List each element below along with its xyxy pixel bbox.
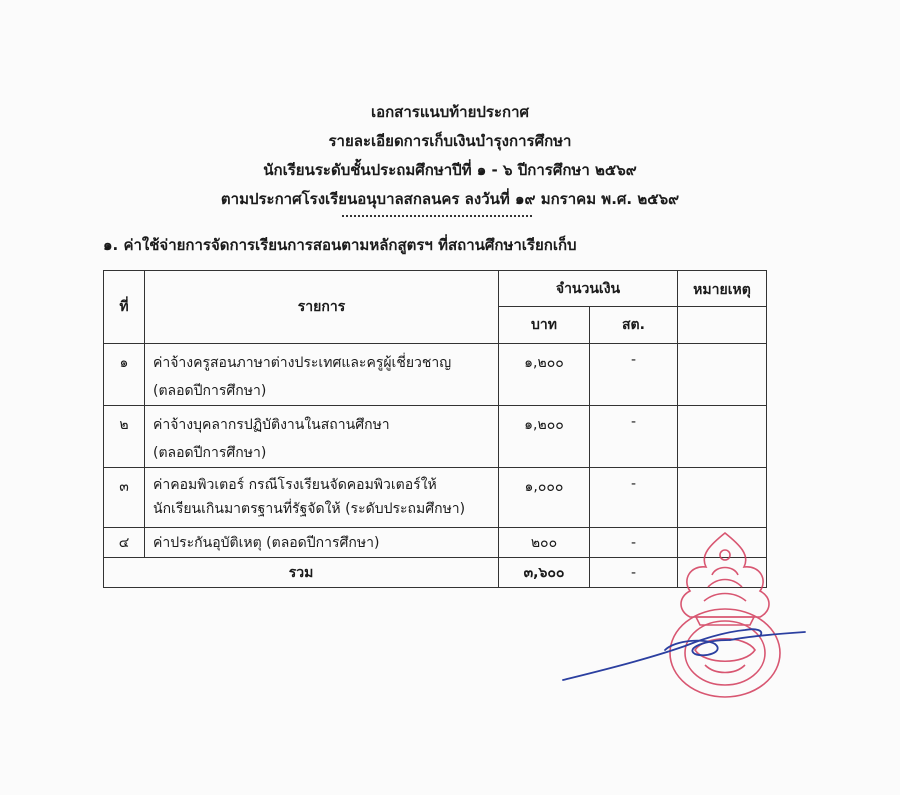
row-baht: ๑,๐๐๐ (499, 468, 590, 528)
row-item (145, 528, 499, 558)
row-number: ๑ (104, 344, 145, 406)
header-line-2: รายละเอียดการเก็บเงินบำรุงการศึกษา (328, 132, 572, 150)
row-number: ๔ (104, 528, 145, 558)
header-line-1: เอกสารแนบท้ายประกาศ (370, 103, 530, 121)
col-header-no: ที่ (104, 271, 145, 344)
total-label: รวม (104, 558, 499, 588)
row-item (145, 406, 499, 468)
row-item-line-2: นักเรียนเกินมาตรฐานที่รัฐจัดให้ (ระดับประถมศึกษา) (153, 501, 466, 517)
row-baht: ๒๐๐ (499, 528, 590, 558)
row-item-line-1: ค่าจ้างบุคลากรปฏิบัติงานในสถานศึกษา (153, 417, 390, 433)
row-baht: ๑,๒๐๐ (499, 406, 590, 468)
row-item-line-1: ค่าจ้างครูสอนภาษาต่างประเทศและครูผู้เชี่ยวชาญ (153, 355, 452, 371)
header-line-4: ตามประกาศโรงเรียนอนุบาลสกลนคร ลงวันที่ ๑๙ มกราคม พ.ศ. ๒๕๖๙ (220, 190, 680, 208)
document-header (0, 98, 900, 214)
row-number: ๒ (104, 406, 145, 468)
row-item-line-1: ค่าคอมพิวเตอร์ กรณีโรงเรียนจัดคอมพิวเตอร์ให้ (153, 477, 437, 493)
row-number: ๓ (104, 468, 145, 528)
row-item (145, 468, 499, 528)
row-satang: - (590, 344, 678, 406)
remark-subheader (678, 307, 767, 344)
table-row (104, 406, 767, 468)
col-header-item: รายการ (145, 271, 499, 344)
row-satang: - (590, 528, 678, 558)
row-item-line-1: ค่าประกันอุบัติเหตุ (ตลอดปีการศึกษา) (153, 534, 380, 551)
row-remark (678, 406, 767, 468)
dotted-divider (342, 207, 532, 217)
table-row (104, 468, 767, 528)
col-header-satang: สต. (590, 307, 678, 344)
col-header-amount: จำนวนเงิน (499, 271, 678, 307)
row-remark (678, 344, 767, 406)
col-header-baht: บาท (499, 307, 590, 344)
row-satang: - (590, 468, 678, 528)
row-item-line-2: (ตลอดปีการศึกษา) (153, 445, 267, 461)
row-remark (678, 468, 767, 528)
header-line-3: นักเรียนระดับชั้นประถมศึกษาปีที่ ๑ - ๖ ปีการศึกษา ๒๕๖๙ (263, 161, 637, 179)
total-satang: - (590, 558, 678, 588)
handwritten-signature (555, 610, 815, 700)
total-baht: ๓,๖๐๐ (499, 558, 590, 588)
row-satang: - (590, 406, 678, 468)
table-row (104, 344, 767, 406)
col-header-remark: หมายเหตุ (678, 271, 767, 307)
row-baht: ๑,๒๐๐ (499, 344, 590, 406)
row-item (145, 344, 499, 406)
section-title: ๑. ค่าใช้จ่ายการจัดการเรียนการสอนตามหลักสูตรฯ ที่สถานศึกษาเรียกเก็บ (103, 236, 577, 254)
row-item-line-2: (ตลอดปีการศึกษา) (153, 383, 267, 399)
